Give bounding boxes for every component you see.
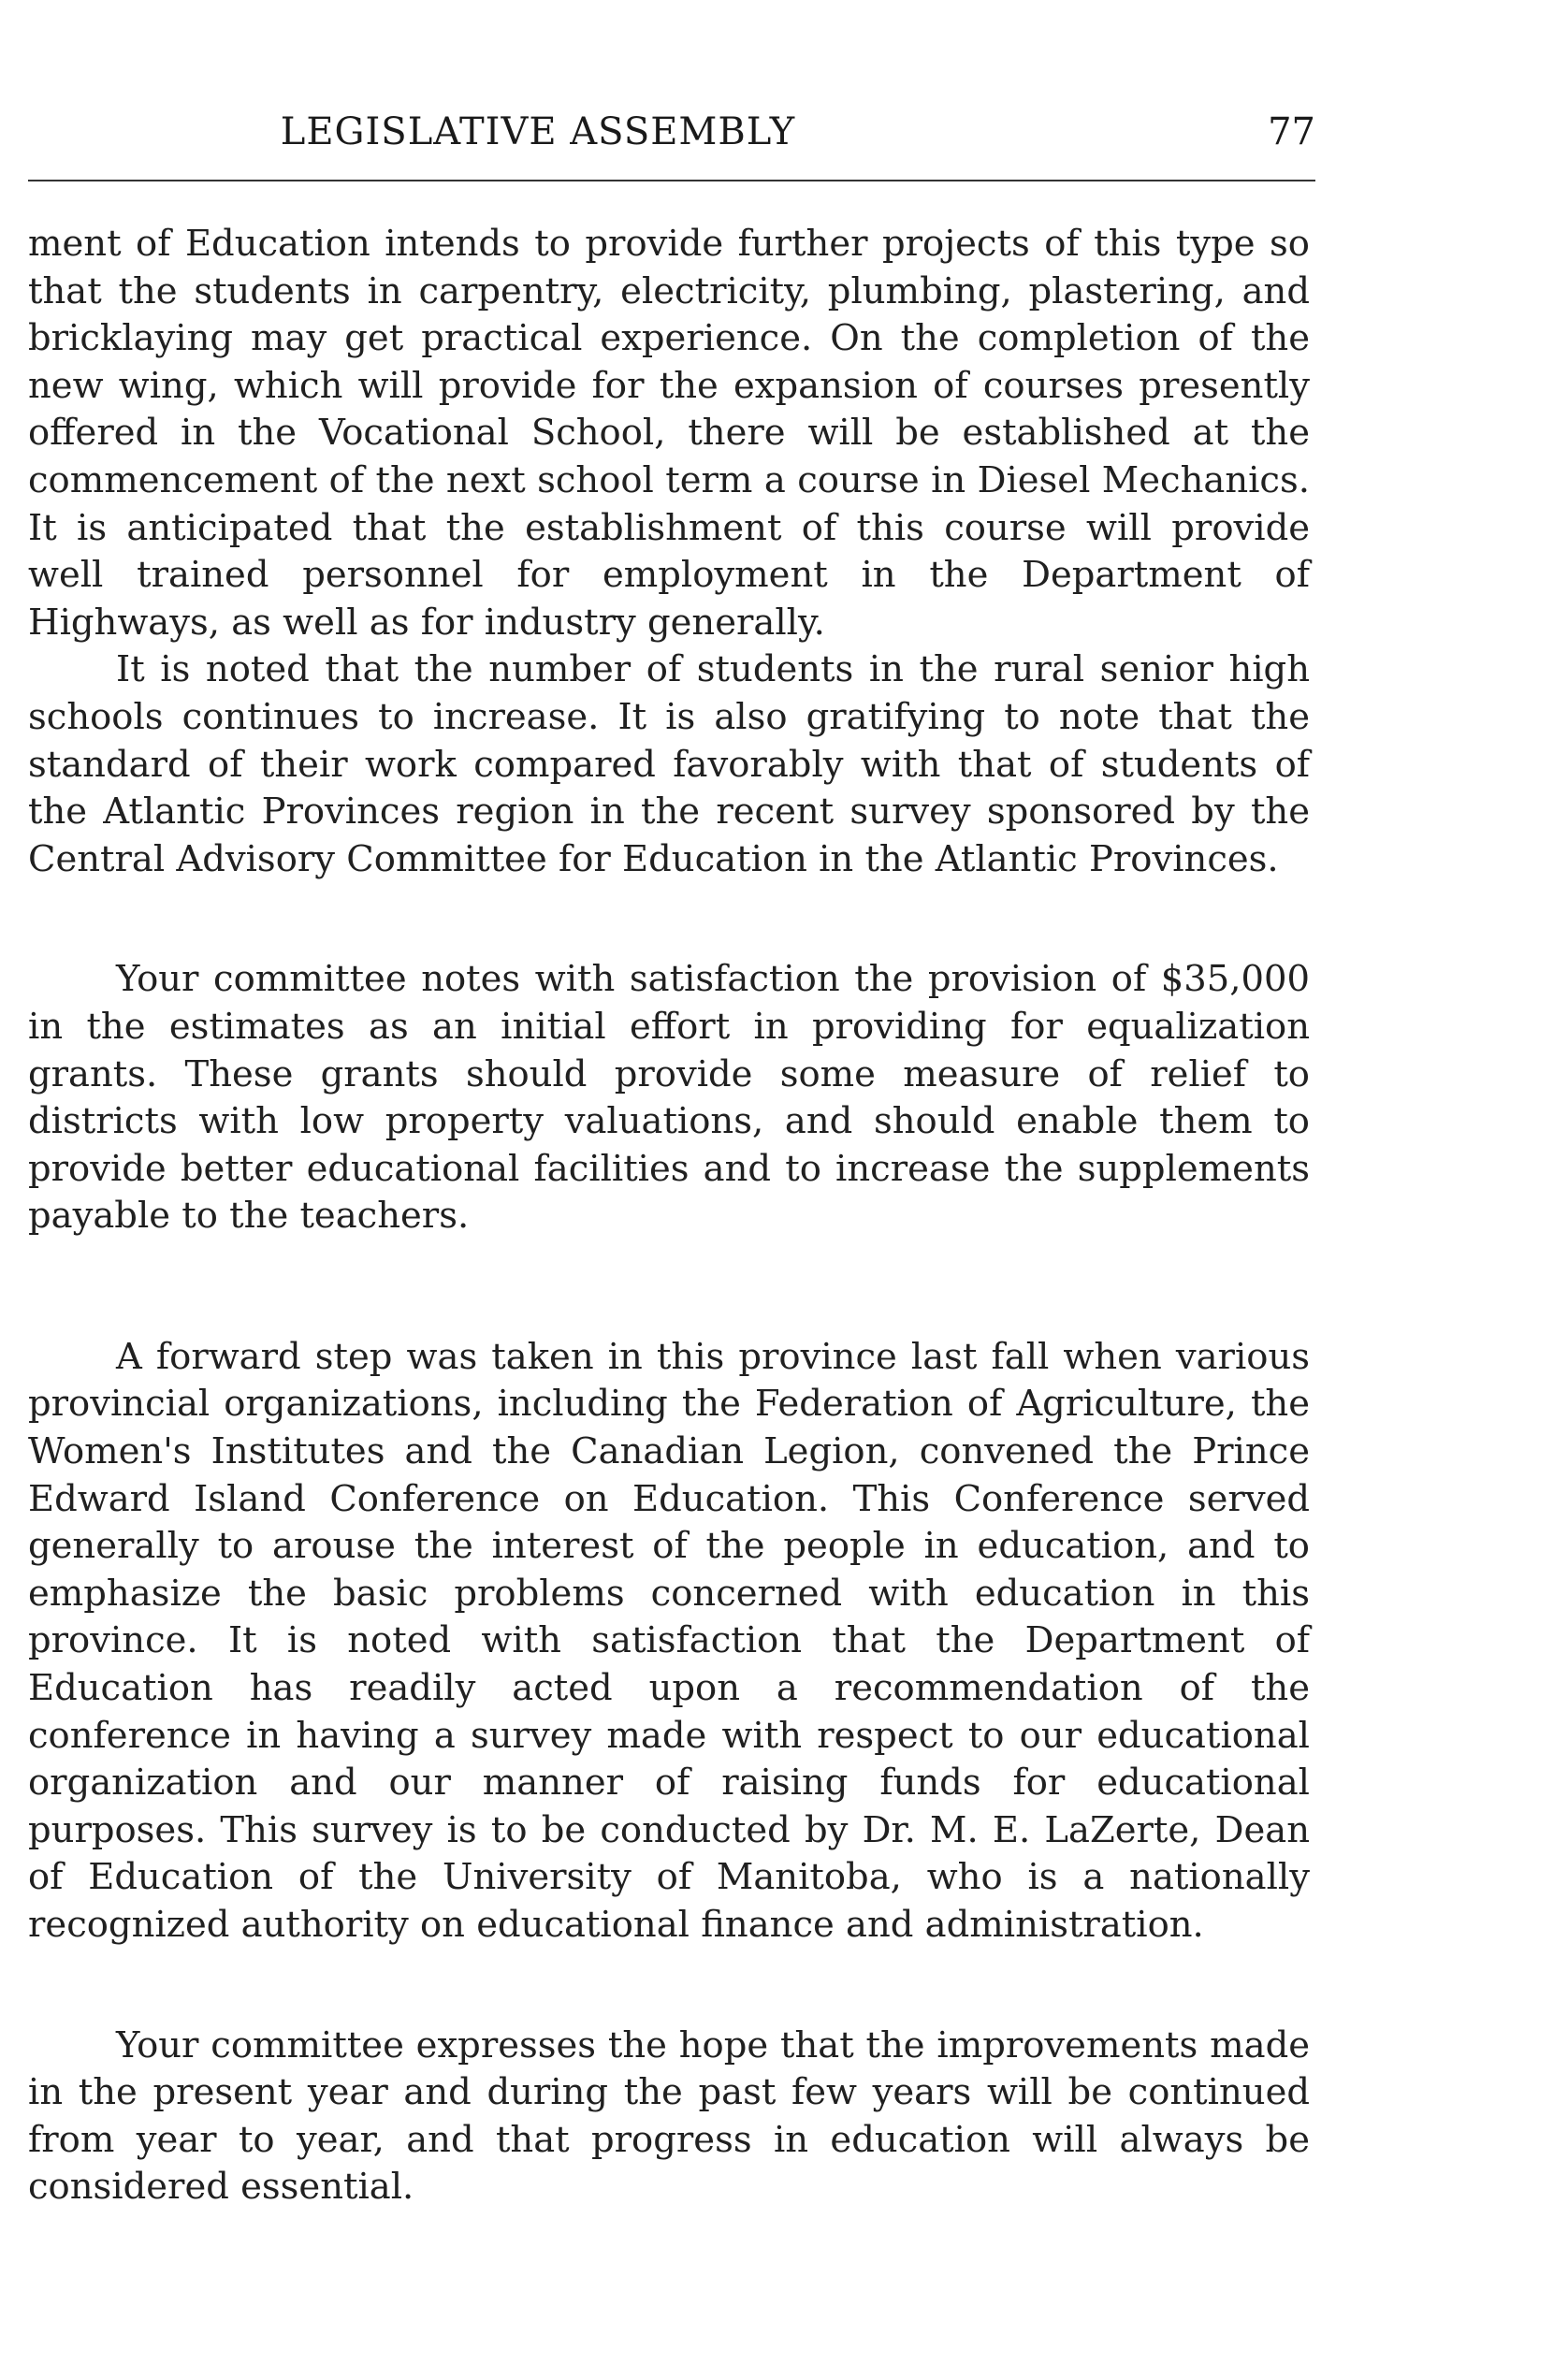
paragraph-committee-hope: Your committee expresses the hope that the improvements made in the present year and during the past few years will be continued from year to year, and that progress in education will always be considered essential. (28, 2023, 1310, 2209)
running-title: LEGISLATIVE ASSEMBLY (280, 110, 796, 153)
body-text (28, 221, 1310, 2211)
page-number: 77 (1268, 110, 1315, 153)
running-header (28, 110, 1315, 167)
paragraph-rural-high-schools: It is noted that the number of students in the rural senior high schools continues to increase. It is also gratifying to note that the standard of their work compared favorably with that of students of the Atlantic Provinces region in the recent survey sponsored by the Central Advisory Committee for Education in the Atlantic Provinces. (28, 648, 1310, 880)
paragraph-equalization-grants: Your committee notes with satisfaction the provision of $35,000 in the estimates as an initial effort in providing for equalization grants. These grants should provide some measure of relief to districts with low property valuations, and should enable them to provide better educational facilities and to increase the supplements payable to the teachers. (28, 958, 1310, 1238)
paragraph-conference-on-education: A forward step was taken in this province last fall when various provincial organizations, including the Federation of Agriculture, the Women's Institutes and the Canadian Legion, convened the Prince Edward Island Conference on Education. This Conference served generally to arouse the interest of the people in education, and to emphasize the basic problems concerned with education in this province. It is noted with satisfaction that the Department of Education has readily acted upon a recommendation of the conference in having a survey made with respect to our educational organization and our manner of raising funds for educational purposes. This survey is to be conducted by Dr. M. E. LaZerte, Dean of Education of the University of Manitoba, who is a nationally recognized authority on educational finance and administration. (28, 1335, 1310, 1946)
header-rule (28, 180, 1315, 181)
paragraph-vocational-continuation: ment of Education intends to provide further projects of this type so that the students in carpentry, electricity, plumbing, plastering, and bricklaying may get practical experience. On the completion of the new wing, which will provide for the expansion of courses presently offered in the Vocational School, there will be established at the commencement of the next school term a course in Diesel Mechanics. It is anticipated that the establishment of this course will provide well trained personnel for employment in the Department of Highways, as well as for industry generally. (28, 223, 1310, 644)
